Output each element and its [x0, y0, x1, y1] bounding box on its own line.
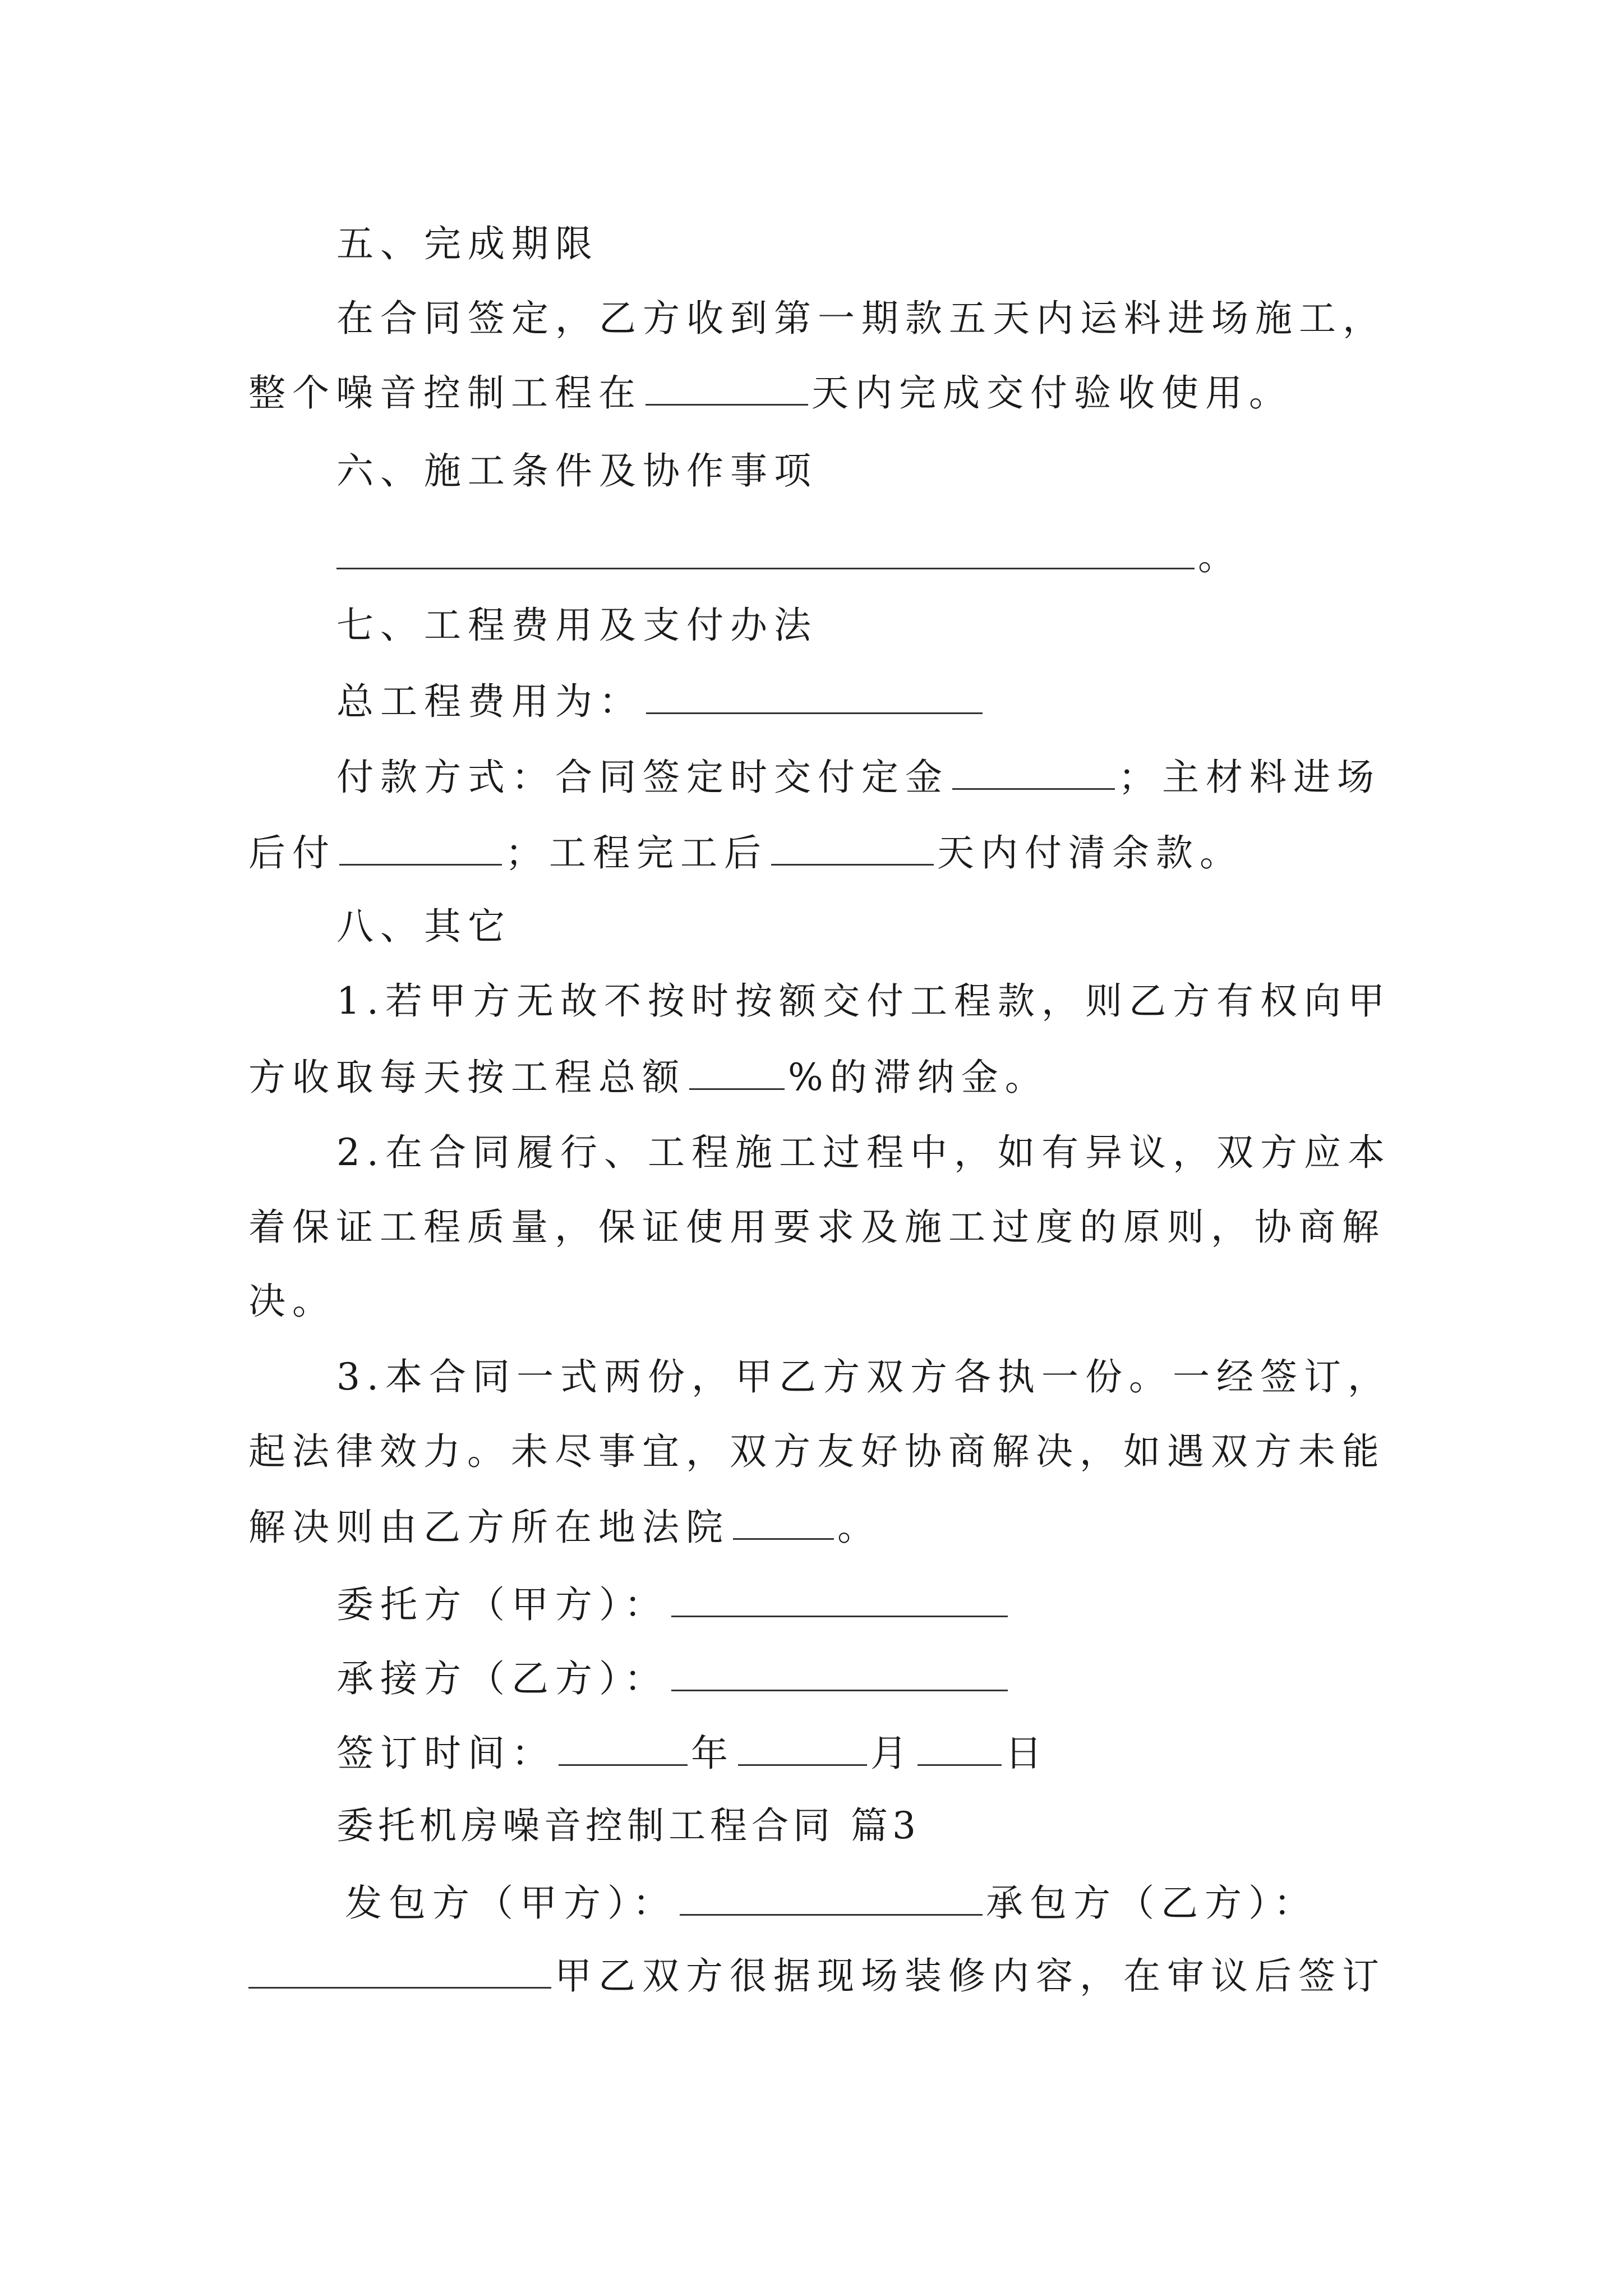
text-segment: 承包方（乙方）：: [986, 1881, 1317, 1925]
text-segment: 天内完成交付验收使用。: [811, 371, 1293, 415]
fill-in-blank-contractor-name[interactable]: [248, 1952, 551, 1989]
next-contract-parties-line: [345, 1879, 1317, 1926]
fill-in-blank-year[interactable]: [559, 1729, 688, 1766]
fill-in-blank-day[interactable]: [917, 1729, 1002, 1766]
text-segment: 付款方式：合同签定时交付定金: [336, 756, 949, 799]
next-contract-intro-line: [248, 1952, 1386, 1999]
payment-line-1: [336, 753, 1381, 800]
item-2-line-2: 着保证工程质量，保证使用要求及施工过度的原则，协商解: [248, 1205, 1386, 1249]
section-6-heading: 六、施工条件及协作事项: [336, 449, 818, 493]
total-cost-line: [336, 678, 986, 724]
section-8-heading: 八、其它: [336, 905, 511, 948]
fill-in-blank-employer[interactable]: [680, 1879, 983, 1916]
item-1-line-1: 1.若甲方无故不按时按额交付工程款，则乙方有权向甲: [336, 979, 1391, 1023]
text-segment: ；主材料进场: [1118, 756, 1381, 799]
day-label: 日: [1005, 1732, 1049, 1775]
section-5-heading: 五、完成期限: [336, 222, 599, 265]
signing-date-line: [336, 1729, 1049, 1776]
section-5-paragraph-line-1: 在合同签定，乙方收到第一期款五天内运料进场施工，: [336, 297, 1386, 340]
date-label: 签订时间：: [336, 1732, 555, 1775]
section-7-heading: 七、工程费用及支付办法: [336, 604, 818, 647]
item-3-line-2: 起法律效力。未尽事宜，双方友好协商解决，如遇双方未能: [248, 1430, 1386, 1473]
text-segment: 天内付清余款。: [937, 831, 1243, 875]
year-label: 年: [691, 1732, 735, 1775]
fill-in-blank-client[interactable]: [671, 1581, 1008, 1617]
item-1-line-2: [248, 1053, 1049, 1100]
fill-in-blank-penalty-rate[interactable]: [689, 1053, 785, 1090]
text-segment: 方收取每天按工程总额: [248, 1056, 686, 1099]
section-6-blank-line: [336, 533, 1242, 579]
section-5-paragraph-line-2: [248, 369, 1293, 416]
fill-in-blank-court[interactable]: [733, 1503, 834, 1540]
fill-in-blank-deposit[interactable]: [952, 753, 1115, 790]
fill-in-blank-month[interactable]: [738, 1729, 867, 1766]
text-segment: 甲乙双方很据现场装修内容，在审议后签订: [555, 1954, 1386, 1998]
fill-in-blank-days[interactable]: [645, 369, 808, 406]
client-signature-line: [336, 1581, 1011, 1627]
payment-line-2: [248, 829, 1243, 876]
fill-in-blank-material-payment[interactable]: [339, 829, 502, 866]
client-label: 委托方（甲方）：: [336, 1583, 668, 1626]
item-2-line-1: 2.在合同履行、工程施工过程中，如有异议，双方应本: [336, 1131, 1391, 1174]
total-cost-label: 总工程费用为：: [336, 680, 643, 723]
fill-in-blank-conditions[interactable]: [336, 533, 1195, 569]
month-label: 月: [870, 1732, 914, 1775]
text-segment: 后付: [248, 831, 336, 875]
fill-in-blank-final-days[interactable]: [771, 829, 934, 866]
next-contract-title: 委托机房噪音控制工程合同 篇3: [336, 1804, 920, 1847]
text-segment: 解决则由乙方所在地法院: [248, 1506, 730, 1549]
contractor-signature-line: [336, 1655, 1011, 1701]
fill-in-blank-total-cost[interactable]: [646, 678, 983, 714]
item-2-line-3: 决。: [248, 1280, 336, 1323]
fill-in-blank-contractor[interactable]: [671, 1655, 1008, 1691]
contractor-label: 承接方（乙方）：: [336, 1657, 668, 1700]
text-segment: %的滞纳金。: [788, 1056, 1049, 1099]
text-segment: 整个噪音控制工程在: [248, 371, 642, 415]
text-segment: ；工程完工后: [505, 831, 768, 875]
text-segment: 。: [1198, 535, 1242, 578]
text-segment: 。: [837, 1506, 881, 1549]
item-3-line-1: 3.本合同一式两份，甲乙方双方各执一份。一经签订，: [336, 1355, 1391, 1398]
text-segment: 发包方（甲方）：: [345, 1881, 676, 1925]
item-3-line-3: [248, 1503, 881, 1550]
